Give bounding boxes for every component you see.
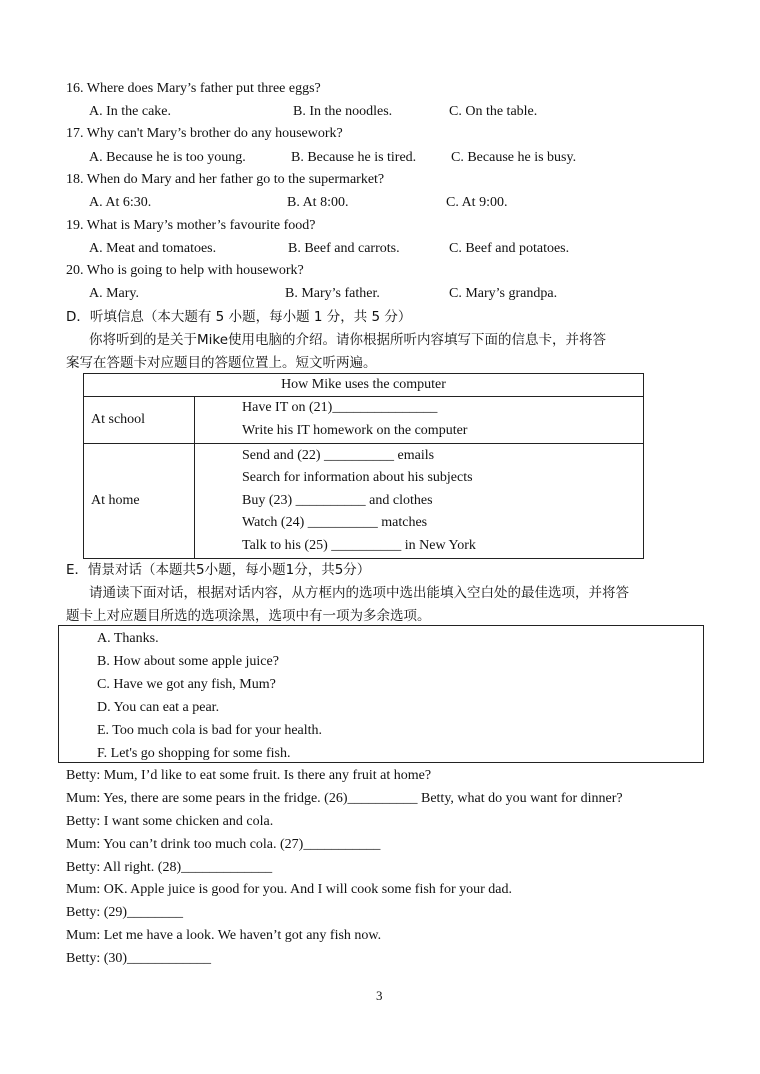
option-b: B. Mary’s father. [285, 286, 380, 301]
dialogue-line: Mum: You can’t drink too much cola. (27)___________ [66, 837, 381, 852]
dialogue-line: Betty: (29)________ [66, 905, 184, 920]
info-card-table [83, 373, 644, 559]
option-b: B. At 8:00. [287, 195, 349, 210]
blank-23-row: Buy (23) __________ and clothes [242, 492, 433, 508]
blank-24-row: Watch (24) __________ matches [242, 515, 428, 531]
question-stem: 17. Why can't Mary’s brother do any housework? [66, 126, 343, 141]
question-stem: 19. What is Mary’s mother’s favourite food? [66, 218, 316, 233]
row-label-school: At school [84, 397, 195, 444]
school-rows [195, 397, 644, 444]
dialogue-line: Mum: OK. Apple juice is good for you. And I will cook some fish for your dad. [66, 882, 513, 897]
box-option-f: F. Let's go shopping for some fish. [97, 746, 291, 761]
option-a: A. Meat and tomatoes. [89, 241, 217, 256]
options-box [58, 625, 704, 763]
option-c: C. At 9:00. [446, 195, 508, 210]
box-option-c: C. Have we got any fish, Mum? [97, 677, 276, 692]
home-rows [195, 444, 644, 559]
section-d-instruction: 你将听到的是关于Mike使用电脑的介绍。请你根据所听内容填写下面的信息卡，并将答 [89, 332, 607, 348]
box-option-e: E. Too much cola is bad for your health. [97, 723, 323, 738]
table-row: Write his IT homework on the computer [242, 423, 468, 438]
box-option-a: A. Thanks. [97, 631, 159, 646]
option-a: A. Mary. [89, 286, 140, 301]
section-e-instruction: 请通读下面对话，根据对话内容，从方框内的选项中选出能填入空白处的最佳选项，并将答 [89, 585, 629, 601]
question-stem: 16. Where does Mary’s father put three eggs? [66, 81, 321, 96]
mother-and-daughter-illustration [537, 644, 637, 752]
dialogue-line: Betty: Mum, I’d like to eat some fruit. Is there any fruit at home? [66, 768, 432, 783]
option-b: B. Beef and carrots. [288, 241, 400, 256]
dialogue-line: Betty: (30)____________ [66, 951, 212, 966]
option-c: C. Because he is busy. [451, 150, 577, 165]
section-d-heading: D．听填信息（本大题有 5 小题，每小题 1 分，共 5 分） [66, 309, 412, 325]
question-stem: 18. When do Mary and her father go to the supermarket? [66, 172, 385, 187]
dialogue-line: Betty: I want some chicken and cola. [66, 814, 274, 829]
option-c: C. Mary’s grandpa. [449, 286, 558, 301]
option-a: A. Because he is too young. [89, 150, 246, 165]
blank-25-row: Talk to his (25) __________ in New York [242, 537, 476, 553]
page-number: 3 [376, 988, 383, 1003]
blank-22-row: Send and (22) __________ emails [242, 447, 435, 463]
box-option-b: B. How about some apple juice? [97, 654, 279, 669]
section-d-instruction: 案写在答题卡对应题目的答题位置上。短文听两遍。 [66, 355, 377, 371]
option-c: C. Beef and potatoes. [449, 241, 570, 256]
section-e-instruction: 题卡上对应题目所选的选项涂黑，选项中有一项为多余选项。 [66, 608, 431, 624]
option-a: A. In the cake. [89, 104, 172, 119]
option-b: B. In the noodles. [293, 104, 393, 119]
blank-21-row: Have IT on (21)_______________ [242, 400, 438, 416]
dialogue-line: Mum: Let me have a look. We haven’t got any fish now. [66, 928, 382, 943]
option-a: A. At 6:30. [89, 195, 152, 210]
box-option-d: D. You can eat a pear. [97, 700, 220, 715]
dialogue-line: Betty: All right. (28)_____________ [66, 860, 273, 875]
question-stem: 20. Who is going to help with housework? [66, 263, 304, 278]
table-row: Search for information about his subjects [242, 470, 473, 486]
table-title: How Mike uses the computer [84, 374, 644, 397]
section-e-heading: E．情景对话（本题共5小题，每小题1分，共5分） [66, 562, 371, 578]
option-c: C. On the table. [449, 104, 538, 119]
option-b: B. Because he is tired. [291, 150, 417, 165]
dialogue-line: Mum: Yes, there are some pears in the fridge. (26)__________ Betty, what do you want for dinner? [66, 791, 623, 806]
row-label-home: At home [84, 444, 195, 559]
